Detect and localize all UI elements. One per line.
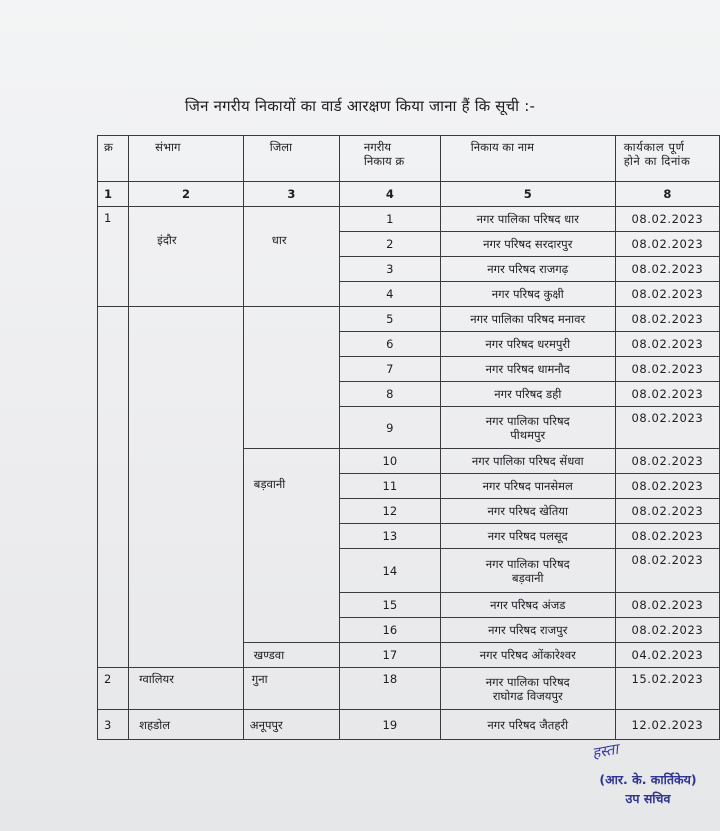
signatory-designation: उप सचिव: [625, 791, 671, 806]
body-name-cell: नगर पालिका परिषद सेंधवा: [440, 449, 615, 474]
district-cell: धार: [243, 207, 339, 307]
sr-cell: 3: [98, 710, 129, 740]
district-cell: खण्डवा: [243, 643, 339, 668]
column-number: 8: [615, 182, 719, 207]
body-no-cell: 9: [339, 407, 440, 449]
signatory-name: (आर. के. कार्तिकेय): [599, 772, 697, 787]
district-cell: बड़वानी: [243, 449, 339, 643]
table-row: [98, 307, 720, 332]
header-sr: क्र: [98, 136, 129, 182]
division-cell: शहडोल: [129, 710, 244, 740]
signature-scribble: हस्ता: [590, 739, 620, 763]
sr-cell-empty: [98, 307, 129, 668]
district-cell: गुना: [243, 668, 339, 710]
body-no-cell: 16: [339, 618, 440, 643]
date-cell: 08.02.2023: [615, 332, 719, 357]
district-cell: अनूपपुर: [243, 710, 339, 740]
body-no-cell: 6: [339, 332, 440, 357]
date-cell: 08.02.2023: [615, 593, 719, 618]
table-row: [98, 668, 720, 710]
body-no-cell: 4: [339, 282, 440, 307]
date-cell: 08.02.2023: [615, 207, 719, 232]
date-cell: 08.02.2023: [615, 524, 719, 549]
body-name-cell: नगर परिषद खेतिया: [440, 499, 615, 524]
date-cell: 12.02.2023: [615, 710, 719, 740]
body-name-cell: नगर परिषद राजपुर: [440, 618, 615, 643]
column-number: 5: [440, 182, 615, 207]
header-body-name: निकाय का नाम: [440, 136, 615, 182]
body-no-cell: 1: [339, 207, 440, 232]
body-name-cell: नगर परिषद धरमपुरी: [440, 332, 615, 357]
body-name-cell: नगर परिषद ओंकारेश्वर: [440, 643, 615, 668]
body-no-cell: 7: [339, 357, 440, 382]
page-title: जिन नगरीय निकायों का वार्ड आरक्षण किया जाना हैं कि सूची :-: [184, 97, 536, 115]
division-cell: इंदौर: [129, 207, 244, 307]
ward-reservation-table: [97, 135, 720, 740]
body-name-cell: नगर पालिका परिषद राघोगढ विजयपुर: [440, 668, 615, 710]
header-body-no: नगरीय निकाय क्र: [339, 136, 440, 182]
body-no-cell: 18: [339, 668, 440, 710]
date-cell: 15.02.2023: [615, 668, 719, 710]
body-name-cell: नगर परिषद सरदारपुर: [440, 232, 615, 257]
division-cell-empty: [129, 307, 244, 668]
body-no-cell: 10: [339, 449, 440, 474]
table-row: [98, 710, 720, 740]
column-number: 3: [243, 182, 339, 207]
header-district: जिला: [243, 136, 339, 182]
header-term-end-date: कार्यकाल पूर्ण होने का दिनांक: [615, 136, 719, 182]
body-no-cell: 15: [339, 593, 440, 618]
sr-cell: 1: [98, 207, 129, 307]
column-number-row: [98, 182, 720, 207]
date-cell: 08.02.2023: [615, 382, 719, 407]
body-no-cell: 2: [339, 232, 440, 257]
district-cell-empty: [243, 307, 339, 449]
body-name-cell: नगर पालिका परिषद मनावर: [440, 307, 615, 332]
body-name-cell: नगर परिषद राजगढ़: [440, 257, 615, 282]
body-no-cell: 11: [339, 474, 440, 499]
body-name-cell: नगर परिषद धामनौद: [440, 357, 615, 382]
date-cell: 08.02.2023: [615, 232, 719, 257]
body-no-cell: 3: [339, 257, 440, 282]
body-no-cell: 19: [339, 710, 440, 740]
date-cell: 08.02.2023: [615, 474, 719, 499]
signatory-stamp: [578, 770, 718, 808]
date-cell: 08.02.2023: [615, 282, 719, 307]
body-no-cell: 17: [339, 643, 440, 668]
division-cell: ग्वालियर: [129, 668, 244, 710]
body-no-cell: 13: [339, 524, 440, 549]
header-division: संभाग: [129, 136, 244, 182]
body-name-cell: नगर परिषद पलसूद: [440, 524, 615, 549]
header-row: [98, 136, 720, 182]
body-name-cell: नगर परिषद डही: [440, 382, 615, 407]
date-cell: 08.02.2023: [615, 407, 719, 449]
date-cell: 04.02.2023: [615, 643, 719, 668]
body-name-cell: नगर परिषद अंजड: [440, 593, 615, 618]
body-no-cell: 5: [339, 307, 440, 332]
column-number: 2: [129, 182, 244, 207]
date-cell: 08.02.2023: [615, 618, 719, 643]
body-no-cell: 12: [339, 499, 440, 524]
date-cell: 08.02.2023: [615, 307, 719, 332]
table-row: [98, 207, 720, 232]
column-number: 4: [339, 182, 440, 207]
date-cell: 08.02.2023: [615, 357, 719, 382]
body-name-cell: नगर पालिका परिषद बड़वानी: [440, 549, 615, 593]
body-name-cell: नगर परिषद पानसेमल: [440, 474, 615, 499]
sr-cell: 2: [98, 668, 129, 710]
body-name-cell: नगर परिषद जैतहरी: [440, 710, 615, 740]
body-no-cell: 8: [339, 382, 440, 407]
date-cell: 08.02.2023: [615, 499, 719, 524]
body-name-cell: नगर पालिका परिषद पीथमपुर: [440, 407, 615, 449]
column-number: 1: [98, 182, 129, 207]
date-cell: 08.02.2023: [615, 449, 719, 474]
body-name-cell: नगर पालिका परिषद धार: [440, 207, 615, 232]
body-no-cell: 14: [339, 549, 440, 593]
date-cell: 08.02.2023: [615, 257, 719, 282]
body-name-cell: नगर परिषद कुक्षी: [440, 282, 615, 307]
date-cell: 08.02.2023: [615, 549, 719, 593]
